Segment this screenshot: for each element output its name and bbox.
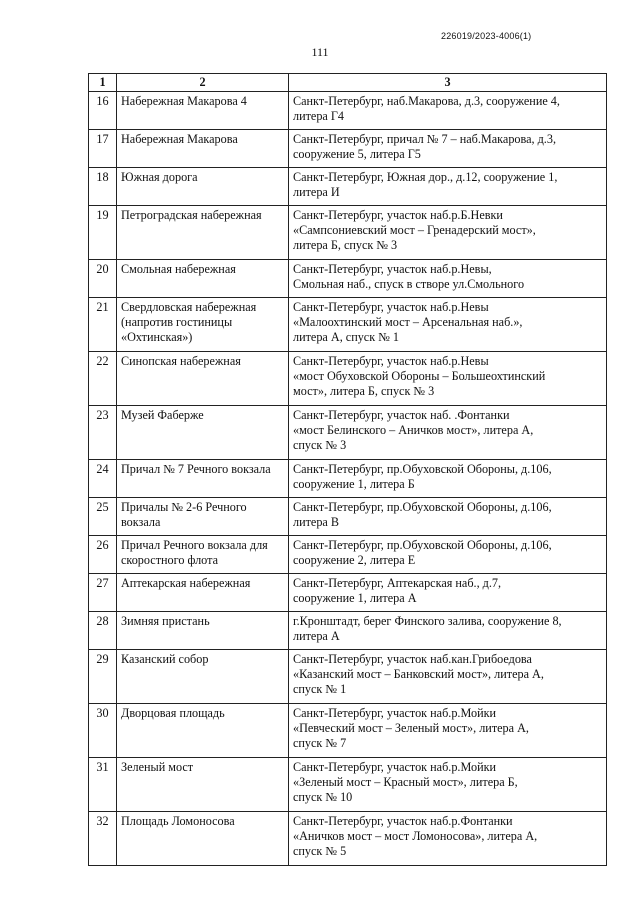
object-name: Музей Фаберже — [117, 406, 289, 460]
table-row — [89, 406, 607, 460]
object-address: Санкт-Петербург, пр.Обуховской Обороны, д.106, сооружение 1, литера Б — [289, 460, 607, 498]
table-row — [89, 574, 607, 612]
object-name: Смольная набережная — [117, 260, 289, 298]
object-name: Зеленый мост — [117, 758, 289, 812]
object-name: Причалы № 2-6 Речного вокзала — [117, 498, 289, 536]
row-number: 20 — [89, 260, 117, 298]
row-number: 19 — [89, 206, 117, 260]
object-address: г.Кронштадт, берег Финского залива, сооружение 8, литера А — [289, 612, 607, 650]
table-row — [89, 704, 607, 758]
object-address: Санкт-Петербург, Аптекарская наб., д.7, сооружение 1, литера А — [289, 574, 607, 612]
table-row — [89, 298, 607, 352]
object-name: Причал № 7 Речного вокзала — [117, 460, 289, 498]
row-number: 27 — [89, 574, 117, 612]
object-address: Санкт-Петербург, участок наб.р.Невы «мост Обуховской Обороны – Большеохтинский мост», литера Б, спуск № 3 — [289, 352, 607, 406]
object-address: Санкт-Петербург, участок наб.р.Фонтанки «Аничков мост – мост Ломоносова», литера А, спуск № 5 — [289, 812, 607, 866]
table-row — [89, 812, 607, 866]
row-number: 26 — [89, 536, 117, 574]
row-number: 32 — [89, 812, 117, 866]
object-name: Южная дорога — [117, 168, 289, 206]
row-number: 16 — [89, 92, 117, 130]
object-address: Санкт-Петербург, участок наб.р.Мойки «Певческий мост – Зеленый мост», литера А, спуск № 7 — [289, 704, 607, 758]
table-row — [89, 536, 607, 574]
table-row — [89, 612, 607, 650]
row-number: 25 — [89, 498, 117, 536]
row-number: 21 — [89, 298, 117, 352]
row-number: 18 — [89, 168, 117, 206]
object-address: Санкт-Петербург, пр.Обуховской Обороны, д.106, литера В — [289, 498, 607, 536]
row-number: 17 — [89, 130, 117, 168]
row-number: 28 — [89, 612, 117, 650]
object-name: Синопская набережная — [117, 352, 289, 406]
table-row — [89, 498, 607, 536]
column-header-1: 1 — [89, 74, 117, 92]
column-header-3: 3 — [289, 74, 607, 92]
table-row — [89, 130, 607, 168]
object-name: Зимняя пристань — [117, 612, 289, 650]
object-address: Санкт-Петербург, участок наб.кан.Грибоедова «Казанский мост – Банковский мост», литера А, спуск № 1 — [289, 650, 607, 704]
object-name: Аптекарская набережная — [117, 574, 289, 612]
object-name: Свердловская набережная (напротив гостиницы «Охтинская») — [117, 298, 289, 352]
object-address: Санкт-Петербург, участок наб.р.Невы, Смольная наб., спуск в створе ул.Смольного — [289, 260, 607, 298]
column-header-2: 2 — [117, 74, 289, 92]
row-number: 31 — [89, 758, 117, 812]
table-row — [89, 168, 607, 206]
document-id: 226019/2023-4006(1) — [441, 31, 532, 41]
object-name: Площадь Ломоносова — [117, 812, 289, 866]
table-row — [89, 260, 607, 298]
table-row — [89, 758, 607, 812]
object-name: Набережная Макарова 4 — [117, 92, 289, 130]
object-address: Санкт-Петербург, участок наб.р.Невы «Малоохтинский мост – Арсенальная наб.», литера А, спуск № 1 — [289, 298, 607, 352]
page-number: 111 — [311, 45, 329, 59]
row-number: 24 — [89, 460, 117, 498]
table-row — [89, 650, 607, 704]
object-name: Казанский собор — [117, 650, 289, 704]
object-name: Причал Речного вокзала для скоростного флота — [117, 536, 289, 574]
table-header-row — [89, 74, 607, 92]
object-address: Санкт-Петербург, пр.Обуховской Обороны, д.106, сооружение 2, литера Е — [289, 536, 607, 574]
objects-table — [88, 73, 607, 866]
table-row — [89, 352, 607, 406]
table-row — [89, 206, 607, 260]
object-name: Набережная Макарова — [117, 130, 289, 168]
object-address: Санкт-Петербург, участок наб. .Фонтанки «мост Белинского – Аничков мост», литера А, спуск № 3 — [289, 406, 607, 460]
object-address: Санкт-Петербург, причал № 7 – наб.Макарова, д.3, сооружение 5, литера Г5 — [289, 130, 607, 168]
object-address: Санкт-Петербург, участок наб.р.Мойки «Зеленый мост – Красный мост», литера Б, спуск № 10 — [289, 758, 607, 812]
object-address: Санкт-Петербург, Южная дор., д.12, сооружение 1, литера И — [289, 168, 607, 206]
object-address: Санкт-Петербург, наб.Макарова, д.3, сооружение 4, литера Г4 — [289, 92, 607, 130]
table-row — [89, 460, 607, 498]
row-number: 30 — [89, 704, 117, 758]
row-number: 23 — [89, 406, 117, 460]
object-address: Санкт-Петербург, участок наб.р.Б.Невки «Сампсониевский мост – Гренадерский мост», литера Б, спуск № 3 — [289, 206, 607, 260]
row-number: 29 — [89, 650, 117, 704]
object-name: Петроградская набережная — [117, 206, 289, 260]
row-number: 22 — [89, 352, 117, 406]
object-name: Дворцовая площадь — [117, 704, 289, 758]
table-row — [89, 92, 607, 130]
